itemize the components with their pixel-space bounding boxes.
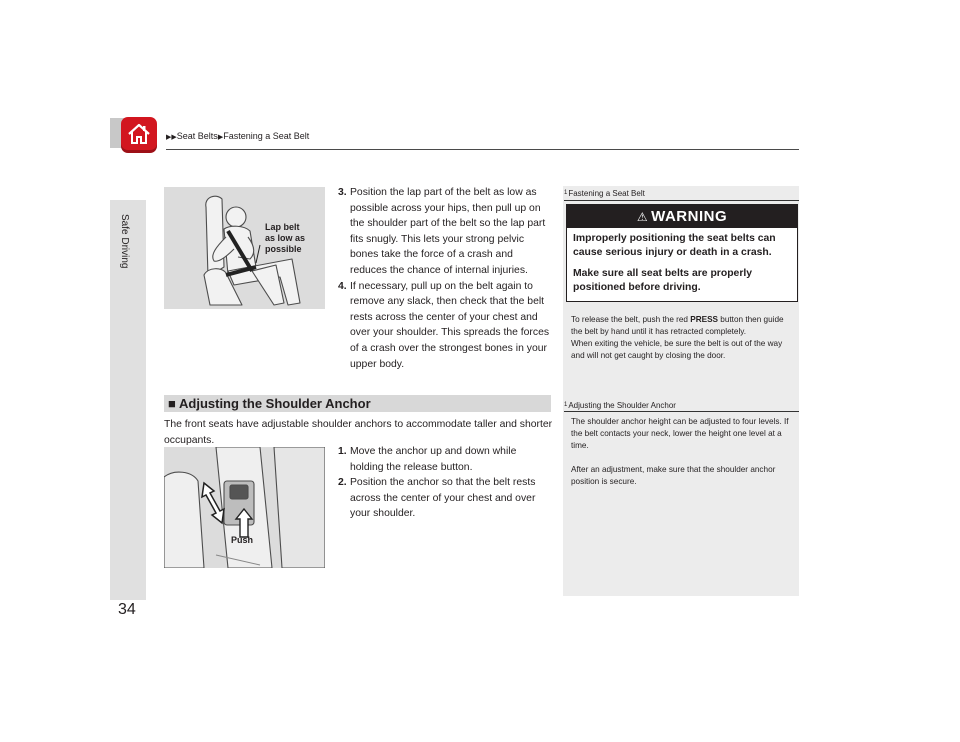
warning-box	[566, 204, 798, 302]
step-1	[338, 444, 552, 475]
press-button-label: PRESS	[690, 315, 719, 324]
note-title-text: Adjusting the Shoulder Anchor	[568, 401, 676, 410]
step-number: 4.	[338, 280, 347, 292]
note-title-text: Fastening a Seat Belt	[568, 189, 645, 198]
anchor-drawing	[164, 447, 325, 568]
callout-line: possible	[265, 244, 302, 254]
shoulder-anchor-illustration	[164, 447, 325, 568]
note-title-fastening	[564, 189, 645, 198]
home-button[interactable]	[121, 117, 157, 153]
note-rule	[564, 200, 799, 201]
warning-header	[567, 205, 797, 228]
section-bullet-icon: ■	[168, 396, 176, 411]
lap-belt-callout	[265, 222, 305, 255]
breadcrumb-arrow-icon: ▶	[217, 134, 224, 141]
push-callout: Push	[231, 535, 254, 545]
section-heading	[164, 395, 551, 412]
step-text: If necessary, pull up on the belt again to remove any slack, then check that the belt rests across the center of your chest and over your shoulder. This spreads the forces of a crash over the strongest bones in your upper body.	[350, 280, 550, 370]
step-text: Position the lap part of the belt as low as possible across your hips, then pull up on the shoulder part of the belt so the lap part fits snugly. This lets your strong pelvic bones take the force of a crash and reduces the chance of internal injuries.	[350, 187, 546, 276]
breadcrumb-link-seat-belts[interactable]: Seat Belts	[176, 131, 218, 141]
home-icon	[127, 122, 151, 146]
step-number: 1.	[338, 446, 347, 457]
note-paragraph: After an adjustment, make sure that the shoulder anchor position is secure.	[571, 465, 776, 486]
callout-line: as low as	[265, 233, 306, 243]
step-2	[338, 475, 552, 522]
fastening-steps	[338, 185, 552, 372]
breadcrumb	[166, 131, 309, 141]
warning-body	[567, 228, 797, 306]
note-text-part: To release the belt, push the red	[571, 315, 691, 324]
lap-belt-illustration	[164, 187, 325, 309]
warning-line: Make sure all seat belts are properly positioned before driving.	[573, 268, 753, 293]
callout-line: Lap belt	[265, 222, 300, 232]
note-paragraph	[571, 314, 793, 338]
note-paragraph: The shoulder anchor height can be adjusted to four levels. If the belt contacts your neck, lower the height one level at a time.	[571, 417, 789, 450]
warning-title: WARNING	[651, 208, 728, 225]
section-title: Adjusting the Shoulder Anchor	[179, 396, 371, 411]
anchor-steps	[338, 444, 552, 522]
step-number: 2.	[338, 477, 347, 489]
side-tab-label: Safe Driving	[119, 214, 130, 269]
note-text-anchor	[571, 416, 793, 488]
reference-mark: 1	[564, 402, 568, 408]
warning-triangle-icon: ⚠	[636, 210, 649, 224]
warning-line: Improperly positioning the seat belts can cause serious injury or death in a crash.	[573, 233, 776, 258]
note-rule	[564, 411, 799, 412]
note-paragraph: When exiting the vehicle, be sure the belt is out of the way and will not get caught by closing the door.	[571, 339, 783, 360]
section-intro: The front seats have adjustable shoulder anchors to accommodate taller and shorter occupants.	[164, 419, 553, 446]
reference-mark: 1	[564, 190, 568, 196]
step-text: Position the anchor so that the belt rests across the center of your chest and over your shoulder.	[350, 477, 536, 520]
note-title-anchor	[564, 401, 676, 410]
step-4	[338, 279, 552, 373]
breadcrumb-current: Fastening a Seat Belt	[223, 131, 310, 141]
step-3	[338, 185, 552, 279]
step-number: 3.	[338, 187, 347, 198]
breadcrumb-arrow-icon: ▶▶	[166, 134, 177, 141]
page-number: 34	[118, 601, 136, 618]
header-rule	[166, 149, 799, 150]
step-text: Move the anchor up and down while holding the release button.	[350, 446, 517, 473]
note-text-part: button then guide the belt by hand until it has retracted completely.	[571, 315, 784, 336]
note-text-fastening	[571, 314, 793, 362]
